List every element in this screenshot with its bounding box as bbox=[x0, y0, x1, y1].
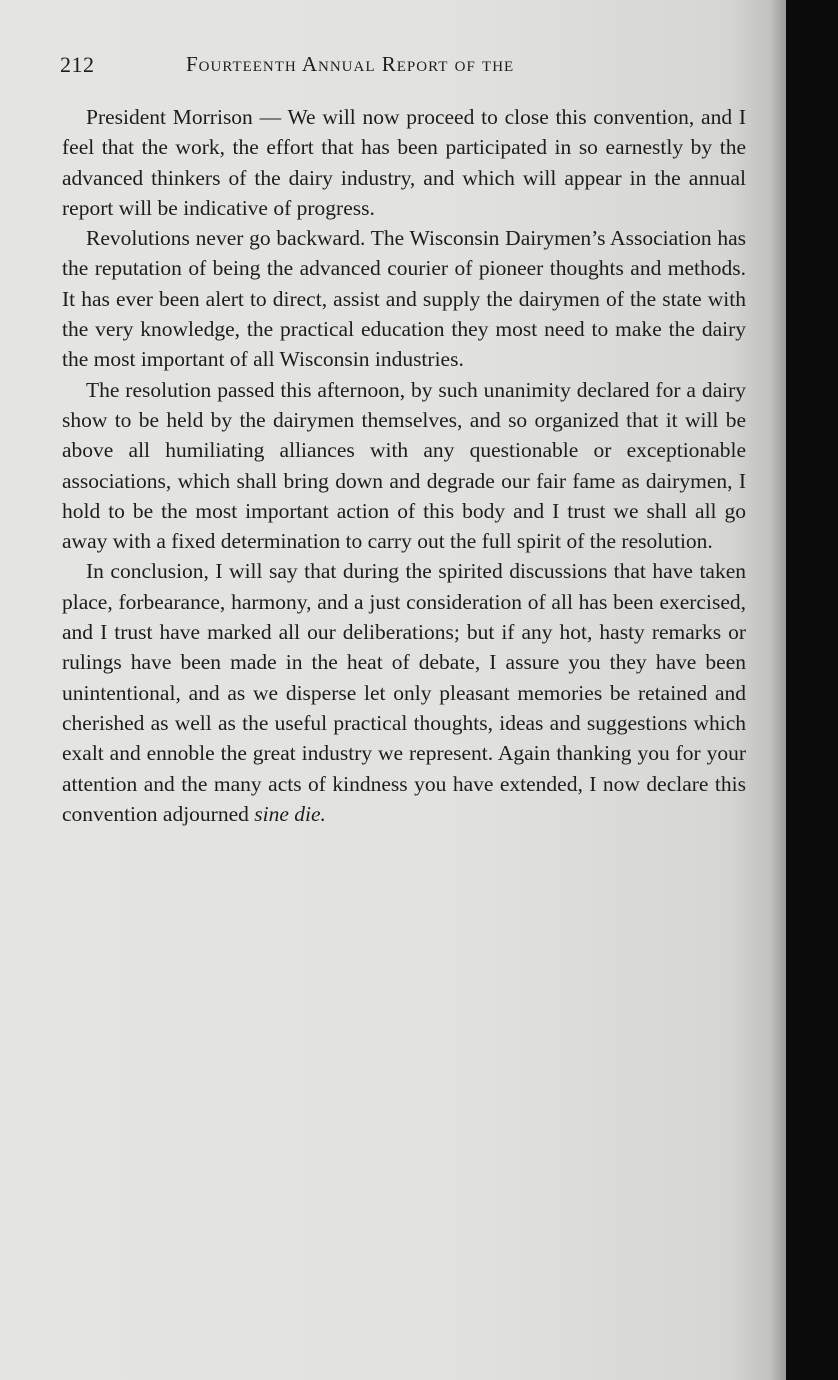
paragraph bbox=[62, 556, 746, 829]
paragraph-text: In conclusion, I will say that during the spirited discussions that have taken place, forbearance, harmony, and a just consideration of all has been exercised, and I trust have marked all our deliberations; but if any hot, hasty remarks or rulings have been made in the heat of debate, I assure you they have been unintentional, and as we disperse let only pleasant memories be retained and cherished as well as the useful practical thoughts, ideas and suggestions which exalt and ennoble the great industry we represent. Again thanking you for your attention and the many acts of kindness you have extended, I now declare this convention adjourned bbox=[62, 559, 746, 826]
paragraph bbox=[62, 375, 746, 557]
running-title: Fourteenth Annual Report of the bbox=[186, 52, 515, 76]
page-header bbox=[60, 50, 740, 84]
italic-phrase: sine die. bbox=[254, 801, 326, 826]
paragraph bbox=[62, 102, 746, 223]
paragraph-text: The resolution passed this afternoon, by such unanimity declared for a dairy show to be held by the dairymen themselves, and so organized that it will be above all humiliating alliances with any questionable or exceptionable associations, which shall bring down and degrade our fair fame as dairymen, I hold to be the most important action of this body and I trust we shall all go away with a fixed determination to carry out the full spirit of the resolution. bbox=[62, 377, 746, 554]
body-text bbox=[62, 102, 746, 829]
book-spine-shadow bbox=[786, 0, 838, 1380]
paragraph bbox=[62, 223, 746, 374]
paragraph-text: Revolutions never go backward. The Wisconsin Dairymen’s Association has the reputation of being the advanced courier of pioneer thoughts and methods. It has ever been alert to direct, assist and supply the dairymen of the state with the very knowledge, the practical education they most need to make the dairy the most important of all Wisconsin industries. bbox=[62, 226, 746, 372]
paragraph-text: President Morrison — We will now proceed to close this convention, and I feel that the work, the effort that has been participated in so earnestly by the advanced thinkers of the dairy industry, and which will appear in the annual report will be indicative of progress. bbox=[62, 105, 746, 220]
page-number: 212 bbox=[60, 52, 95, 77]
